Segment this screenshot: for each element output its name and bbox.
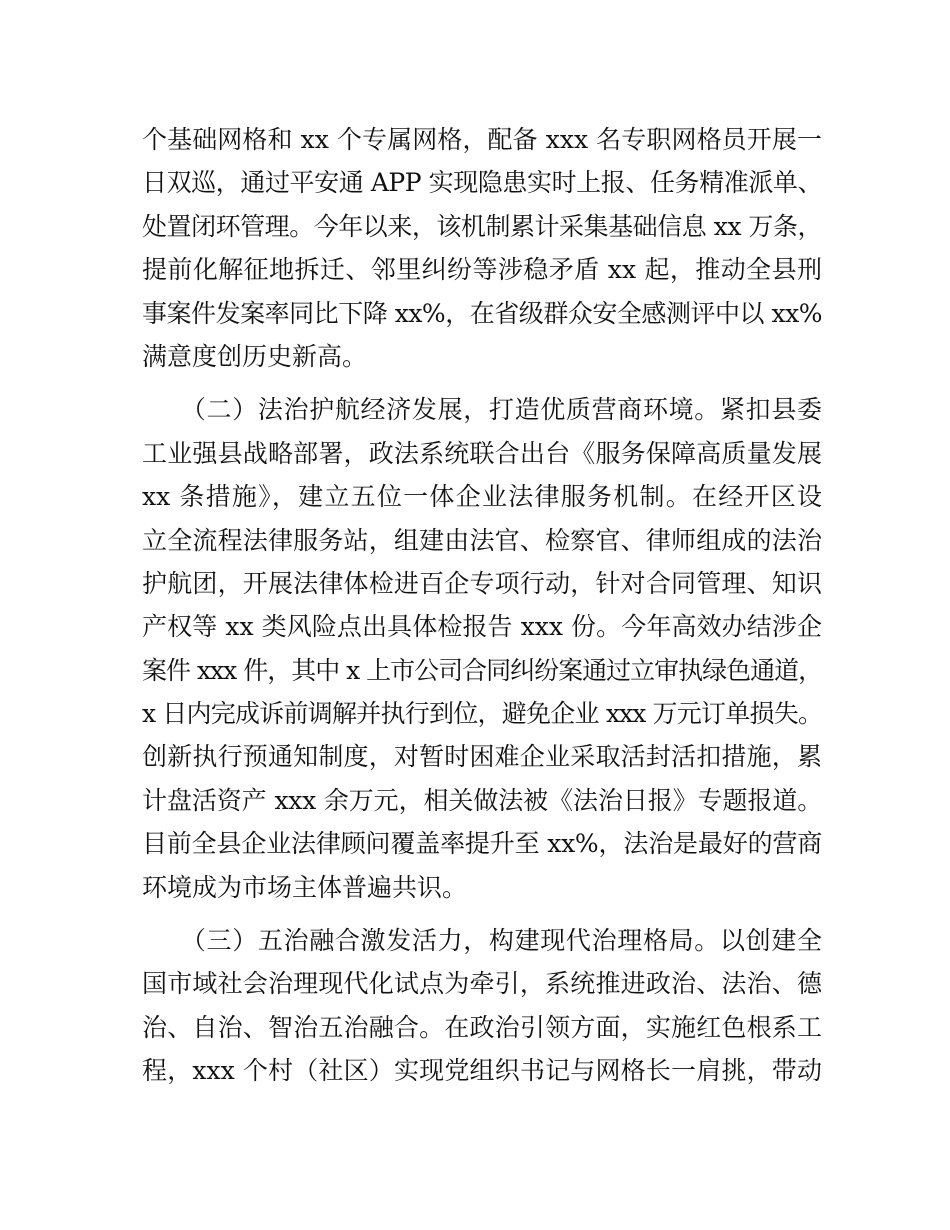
text-line: 工业强县战略部署，政法系统联合出台《服务保障高质量发展 <box>142 438 822 468</box>
paragraph-five-governance-integration <box>142 919 822 1093</box>
text-line: 提前化解征地拆迁、邻里纠纷等涉稳矛盾 xx 起，推动全县刑 <box>142 255 822 285</box>
text-line: 治、自治、智治五治融合。在政治引领方面，实施红色根系工 <box>142 1012 822 1042</box>
paragraph-spacer <box>142 909 822 919</box>
paragraph-legal-business-environment <box>142 388 822 909</box>
text-line: x 日内完成诉前调解并执行到位，避免企业 xxx 万元订单损失。 <box>142 699 822 729</box>
text-line: 程，xxx 个村（社区）实现党组织书记与网格长一肩挑，带动 <box>142 1056 822 1086</box>
text-line: 立全流程法律服务站，组建由法官、检察官、律师组成的法治 <box>142 525 822 555</box>
text-line: 创新执行预通知制度，对暂时困难企业采取活封活扣措施，累 <box>142 742 822 772</box>
text-line: 满意度创历史新高。 <box>142 341 368 371</box>
text-line: xx 条措施》，建立五位一体企业法律服务机制。在经开区设 <box>142 482 822 512</box>
paragraph-spacer <box>142 378 822 388</box>
text-line: 个基础网格和 xx 个专属网格，配备 xxx 名专职网格员开展一 <box>142 125 822 154</box>
section-heading-line: （二）法治护航经济发展，打造优质营商环境。紧扣县委 <box>142 395 822 425</box>
text-line: 计盘活资产 xxx 余万元，相关做法被《法治日报》专题报道。 <box>142 785 822 815</box>
text-line: 处置闭环管理。今年以来，该机制累计采集基础信息 xx 万条， <box>142 211 822 241</box>
document-body <box>142 118 822 1093</box>
text-line: 护航团，开展法律体检进百企专项行动，针对合同管理、知识 <box>142 568 822 598</box>
text-line: 环境成为市场主体普遍共识。 <box>142 872 468 902</box>
text-line: 产权等 xx 类风险点出具体检报告 xxx 份。今年高效办结涉企 <box>142 612 822 642</box>
text-line: 案件 xxx 件，其中 x 上市公司合同纠纷案通过立审执绿色通道， <box>142 655 823 685</box>
paragraph-grid-management <box>142 118 822 378</box>
text-line: 目前全县企业法律顾问覆盖率提升至 xx%，法治是最好的营商 <box>142 829 822 859</box>
text-line: 事案件发案率同比下降 xx%，在省级群众安全感测评中以 xx% <box>142 298 822 328</box>
text-line: 日双巡，通过平安通 APP 实现隐患实时上报、任务精准派单、 <box>142 168 822 198</box>
text-line: 国市域社会治理现代化试点为牵引，系统推进政治、法治、德 <box>142 969 822 999</box>
section-heading-line: （三）五治融合激发活力，构建现代治理格局。以创建全 <box>142 926 822 956</box>
